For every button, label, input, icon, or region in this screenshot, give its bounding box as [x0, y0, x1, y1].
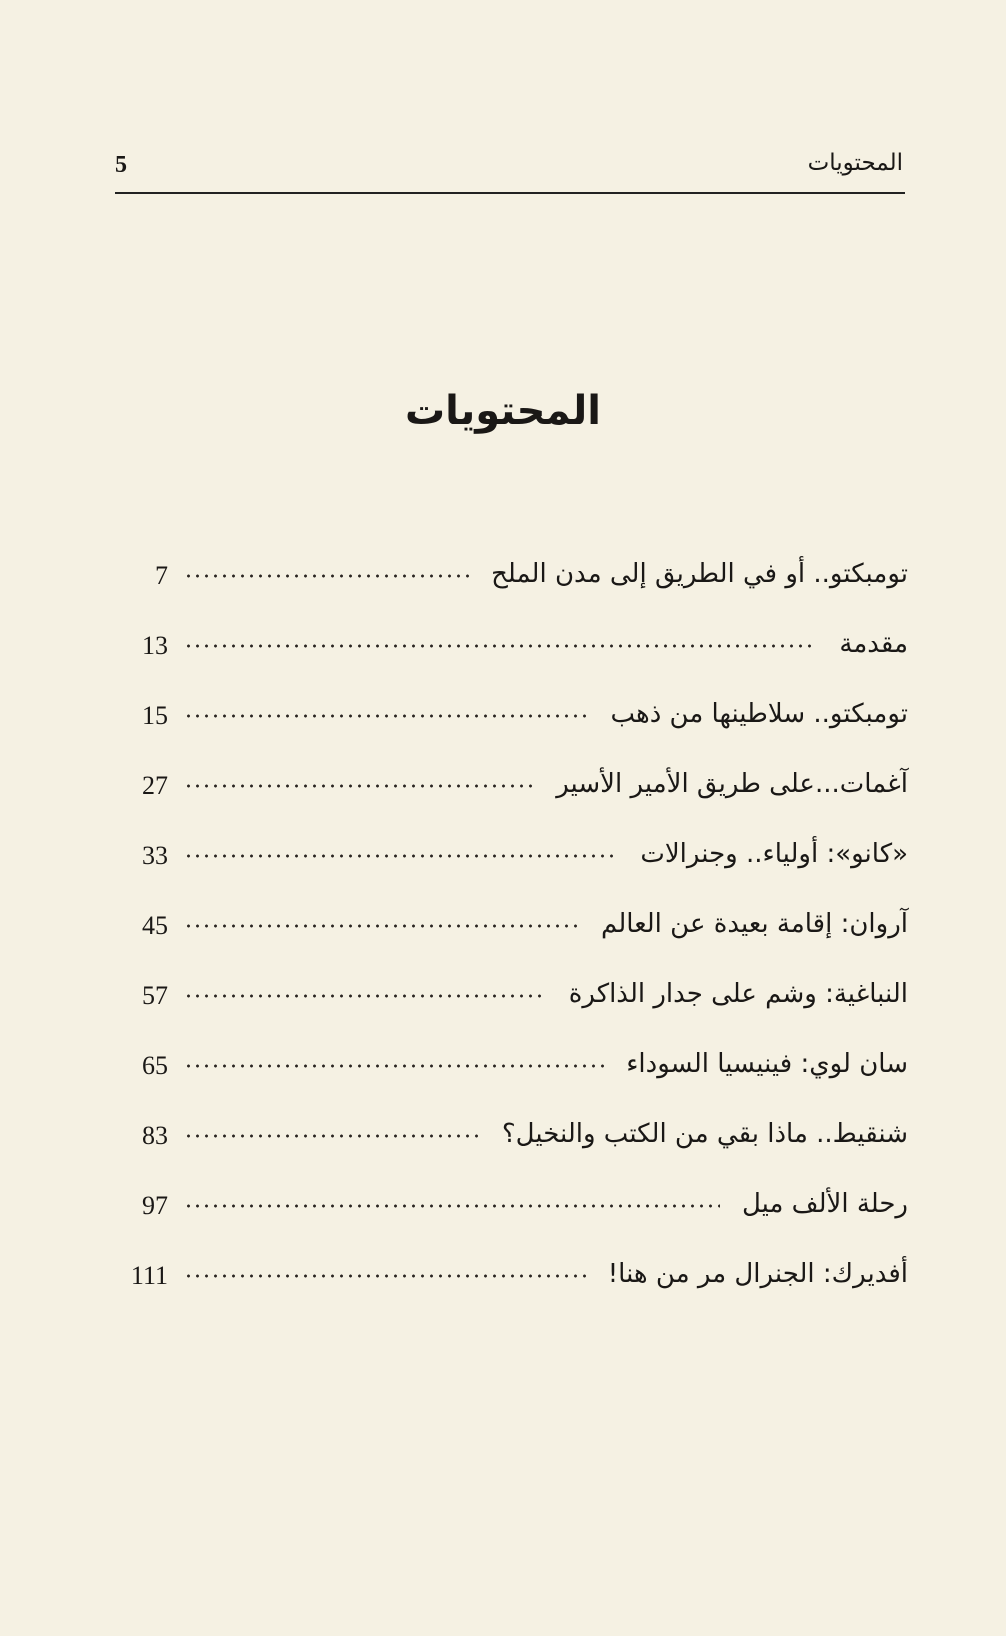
toc-entry-leader-dots: [184, 574, 469, 578]
toc-entry-leader-dots: [184, 644, 817, 648]
toc-entry-page-number: 33: [142, 841, 168, 870]
running-header-page-number: 5: [115, 152, 127, 178]
toc-entry-page-number: 7: [155, 561, 168, 590]
toc-entry-leader-dots: [184, 714, 588, 718]
toc-entry: [128, 766, 908, 836]
toc-entry-leader-dots: [184, 1204, 720, 1208]
toc-entry-page-number: 83: [142, 1121, 168, 1150]
toc-entry-page-number: 57: [142, 981, 168, 1010]
toc-entry-title: سان لوي: فينيسيا السوداء: [626, 1049, 908, 1079]
toc-entry-title: رحلة الألف ميل: [741, 1189, 908, 1219]
toc-entry-page-number: 15: [142, 701, 168, 730]
toc-entry-title: آروان: إقامة بعيدة عن العالم: [601, 909, 908, 939]
toc-entry-leader-dots: [184, 854, 618, 858]
toc-entry-leader-dots: [184, 784, 534, 788]
toc-entry-title: أفديرك: الجنرال مر من هنا!: [607, 1259, 908, 1289]
toc-entry-leader-dots: [184, 1274, 586, 1278]
toc-entry: [128, 1256, 908, 1326]
toc-entry-leader-dots: [184, 1064, 604, 1068]
toc-entry: [128, 626, 908, 696]
toc-entry: [128, 906, 908, 976]
toc-entry-title: آغمات...على طريق الأمير الأسير: [556, 769, 908, 799]
table-of-contents: [128, 556, 908, 1326]
toc-entry: [128, 976, 908, 1046]
toc-entry-title: تومبكتو.. سلاطينها من ذهب: [610, 699, 908, 729]
toc-entry-title: «كانو»: أولياء.. وجنرالات: [640, 839, 908, 869]
toc-entry-page-number: 45: [142, 911, 168, 940]
toc-entry-title: النباغية: وشم على جدار الذاكرة: [568, 979, 908, 1009]
toc-entry-page-number: 27: [142, 771, 168, 800]
toc-entry: [128, 1186, 908, 1256]
toc-entry: [128, 1046, 908, 1116]
toc-entry-title: تومبكتو.. أو في الطريق إلى مدن الملح: [491, 559, 908, 589]
toc-entry-leader-dots: [184, 1134, 480, 1138]
toc-entry-leader-dots: [184, 924, 579, 928]
toc-entry-page-number: 13: [142, 631, 168, 660]
toc-entry: [128, 696, 908, 766]
toc-heading: المحتويات: [404, 388, 601, 434]
toc-entry-leader-dots: [184, 994, 547, 998]
toc-entry: [128, 836, 908, 906]
running-header: [115, 148, 905, 194]
toc-entry: [128, 556, 908, 626]
toc-entry: [128, 1116, 908, 1186]
toc-entry-page-number: 111: [130, 1261, 168, 1290]
toc-entry-page-number: 97: [142, 1191, 168, 1220]
running-header-title: المحتويات: [807, 150, 903, 176]
toc-entry-title: شنقيط.. ماذا بقي من الكتب والنخيل؟: [501, 1119, 908, 1149]
toc-entry-title: مقدمة: [839, 629, 908, 659]
toc-entry-page-number: 65: [142, 1051, 168, 1080]
